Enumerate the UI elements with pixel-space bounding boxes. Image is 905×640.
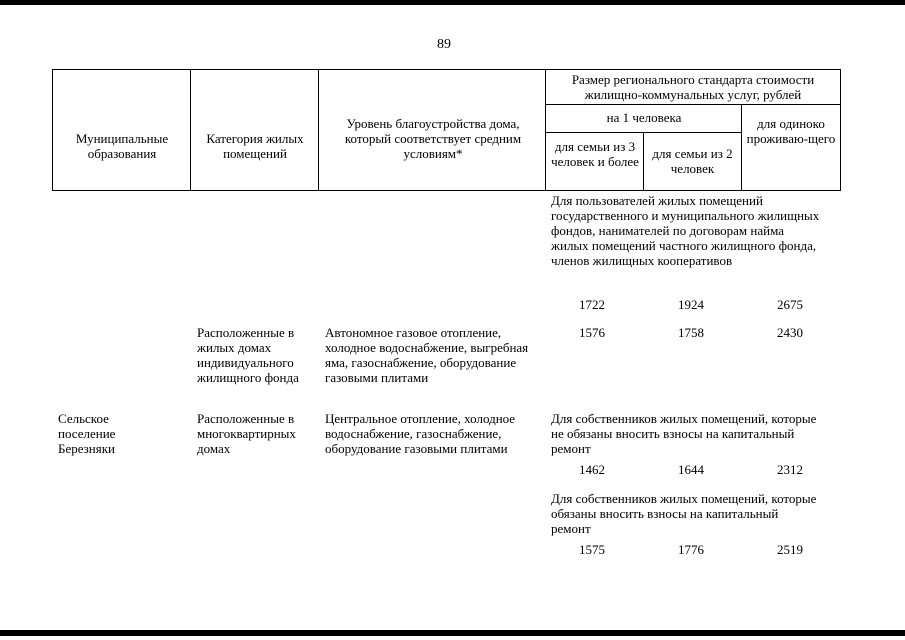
individual-value-single: 2430 — [777, 325, 803, 340]
bottom-rule — [0, 630, 905, 636]
apartment-category: Расположенные в многоквартирных домах — [197, 411, 296, 456]
page-number: 89 — [437, 37, 451, 52]
owners-fee-value-single: 2519 — [777, 542, 803, 557]
header-bottom-border — [52, 190, 841, 191]
owners-no-fee-note: Для собственников жилых помещений, которые не обязаны вносить взносы на капитальный ремонт — [551, 411, 817, 456]
header-single: для одиноко проживаю-щего — [746, 116, 836, 146]
col2-left-border — [190, 69, 191, 191]
header-family-3: для семьи из 3 человек и более — [551, 139, 639, 169]
users-value-single: 2675 — [777, 297, 803, 312]
individual-category: Расположенные в жилых домах индивидуального жилищного фонда — [197, 325, 299, 385]
table-right-border — [840, 69, 841, 191]
municipality-name: Сельское поселение Березняки — [58, 411, 116, 456]
owners-fee-value-family2: 1776 — [678, 542, 704, 557]
owners-no-fee-value-family3: 1462 — [579, 462, 605, 477]
header-top-border — [52, 69, 841, 70]
col5-left-border — [643, 132, 644, 191]
users-note: Для пользователей жилых помещений государственного и муниципального жилищных фондов, нанимателей по договорам найма жилых помещений частного жилищного фонда, членов жилищных кооперативов — [551, 193, 820, 268]
users-value-family3: 1722 — [579, 297, 605, 312]
header-per-person: на 1 человека — [606, 110, 682, 125]
col6-left-border — [741, 104, 742, 191]
owners-fee-value-family3: 1575 — [579, 542, 605, 557]
col1-left-border — [52, 69, 53, 191]
individual-level: Автономное газовое отопление, холодное водоснабжение, выгребная яма, газоснабжение, оборудование газовыми плитами — [325, 325, 529, 385]
size-title-border — [545, 104, 841, 105]
individual-value-family3: 1576 — [579, 325, 605, 340]
users-value-family2: 1924 — [678, 297, 704, 312]
header-municipality: Муниципальные образования — [75, 131, 169, 161]
owners-no-fee-value-single: 2312 — [777, 462, 803, 477]
header-level: Уровень благоустройства дома, который соответствует средним условиям* — [344, 116, 522, 161]
owners-no-fee-value-family2: 1644 — [678, 462, 704, 477]
col3-left-border — [318, 69, 319, 191]
apartment-level: Центральное отопление, холодное водоснабжение, газоснабжение, оборудование газовыми плитами — [325, 411, 516, 456]
top-rule — [0, 0, 905, 5]
header-size-title: Размер регионального стандарта стоимости жилищно-коммунальных услуг, рублей — [571, 72, 815, 102]
header-category: Категория жилых помещений — [206, 131, 304, 161]
individual-value-family2: 1758 — [678, 325, 704, 340]
owners-fee-note: Для собственников жилых помещений, которые обязаны вносить взносы на капитальный ремонт — [551, 491, 817, 536]
header-family-2: для семьи из 2 человек — [652, 146, 733, 176]
col4-left-border — [545, 69, 546, 191]
